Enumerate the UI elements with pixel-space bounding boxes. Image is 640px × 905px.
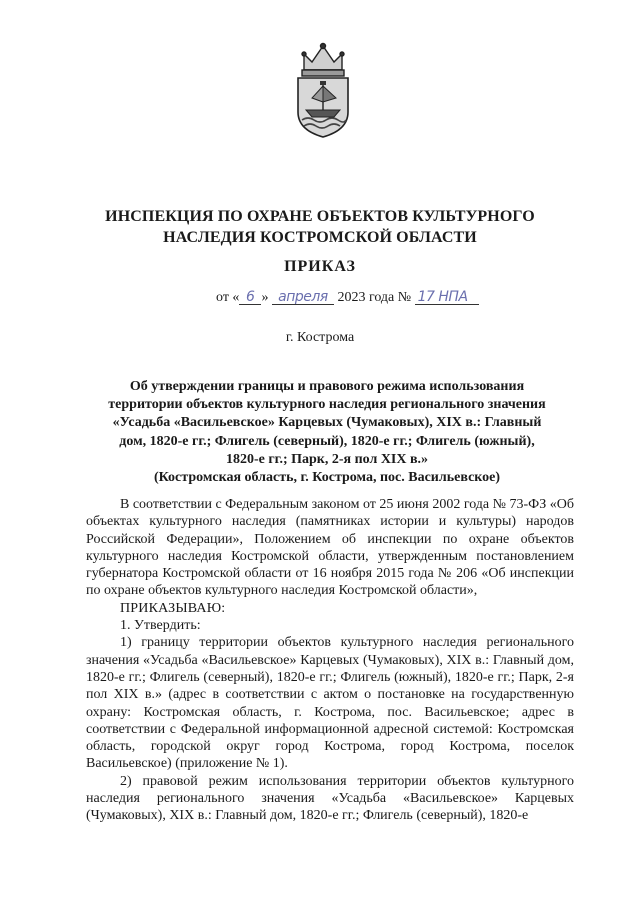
subject-line-5: 1820-е гг.; Парк, 2-я пол XIX в.» <box>225 451 429 467</box>
subject-line-3: «Усадьба «Васильевское» Карцевых (Чумаковых), XIX в.: Главный <box>112 415 542 431</box>
order-body <box>86 496 574 825</box>
handwritten-order-number: 17 НПА <box>415 290 479 305</box>
sub-item-2-paragraph: 2) правовой режим использования территории объектов культурного наследия регионального значения «Усадьба «Васильевское» Карцевых (Чумаковых), XIX в.: Главный дом, 1820-е гг.; Флигель (северный), 1820-е <box>86 773 574 824</box>
subject-line-4: дом, 1820-е гг.; Флигель (северный), 1820-е гг.; Флигель (южный), <box>119 433 535 449</box>
organization-title <box>60 206 580 248</box>
date-prefix: от « <box>216 290 240 305</box>
coat-of-arms-emblem <box>290 40 356 140</box>
organization-title-line-1: ИНСПЕКЦИЯ ПО ОХРАНЕ ОБЪЕКТОВ КУЛЬТУРНОГО <box>105 208 535 225</box>
subject-line-1: Об утверждении границы и правового режима использования <box>129 379 525 394</box>
subject-line-6: (Костромская область, г. Кострома, пос. Васильевское) <box>153 470 501 486</box>
preamble-paragraph: В соответствии с Федеральным законом от 25 июня 2002 года № 73-ФЗ «Об объектах культурного наследия (памятниках истории и культуры) народов Российской Федерации», Положением об инспекции по охране объектов культурного наследия Костромской области, утвержденным постановлением губернатора Костромской области от 16 ноября 2015 года № 206 «Об инспекции по охране объектов культурного наследия Костромской области», <box>86 497 574 599</box>
organization-title-line-2: НАСЛЕДИЯ КОСТРОМСКОЙ ОБЛАСТИ <box>163 229 477 246</box>
handwritten-month: апреля <box>272 290 334 305</box>
document-type-heading: ПРИКАЗ <box>284 258 356 275</box>
date-quote-close: » <box>261 290 269 305</box>
date-year-suffix: 2023 года № <box>337 290 412 305</box>
city-line: г. Кострома <box>285 330 355 345</box>
sub-item-1-paragraph: 1) границу территории объектов культурного наследия регионального значения «Усадьба «Васильевское» Карцевых (Чумаковых), XIX в.: Главный дом, 1820-е гг.; Флигель (северный), 1820-е гг.; Флигель (южный), 1820-е гг.; Парк, 2-я пол XIX в.» (адрес в соответствии с актом о постановке на государственную охрану: Костромская область, г. Кострома, пос. Васильевское; адрес в соответствии с Федеральной информационной адресной системой: Костромская область, городской округ город Кострома, город Кострома, поселок Васильевское) (приложение № 1). <box>86 635 574 772</box>
order-word: ПРИКАЗЫВАЮ: <box>120 600 226 616</box>
order-date-line <box>216 290 479 306</box>
handwritten-day: 6 <box>239 290 261 305</box>
item-1-heading: 1. Утвердить: <box>120 618 201 634</box>
order-subject <box>80 378 574 487</box>
subject-line-2: территории объектов культурного наследия регионального значения <box>108 397 546 413</box>
